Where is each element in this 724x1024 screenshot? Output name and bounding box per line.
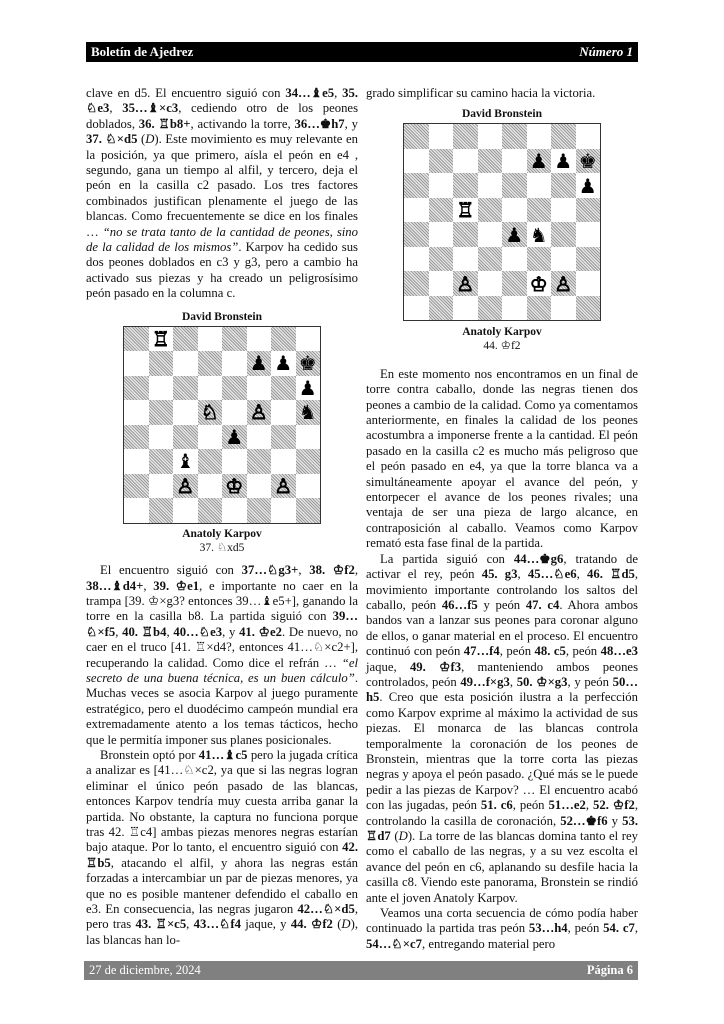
white-rook-icon: ♖ <box>456 198 475 223</box>
square-a4 <box>124 425 149 450</box>
board-rank-6 <box>404 173 600 198</box>
black-pawn-icon: ♟ <box>225 424 244 449</box>
paragraph <box>86 748 358 948</box>
italic-text: D <box>398 829 408 843</box>
square-b7 <box>149 351 174 376</box>
square-e4 <box>502 222 527 247</box>
square-e6 <box>502 173 527 198</box>
board-rank-2 <box>124 474 320 499</box>
square-c4 <box>173 425 198 450</box>
square-f2 <box>247 474 272 499</box>
black-pawn-icon: ♟ <box>298 375 317 400</box>
square-d2 <box>198 474 223 499</box>
move-notation: 41. ♔e2 <box>239 624 282 639</box>
black-knight-icon: ♞ <box>529 222 548 247</box>
square-g8 <box>551 124 576 149</box>
board-rank-7 <box>124 351 320 376</box>
move-notation: 54. c7 <box>603 921 635 936</box>
board-rank-8 <box>124 327 320 352</box>
square-b4 <box>149 425 174 450</box>
move-notation: 49. ♔f3 <box>409 659 462 674</box>
move-notation: 51…e2 <box>548 798 586 813</box>
text-run: , movimiento importante controlando los saltos del caballo, peón <box>366 567 639 612</box>
issue-number: Número 1 <box>579 44 633 59</box>
move-notation: 52. ♔f2 <box>593 798 635 813</box>
square-b3 <box>429 247 454 272</box>
square-g7 <box>551 149 576 174</box>
square-f8 <box>247 327 272 352</box>
square-a7 <box>124 351 149 376</box>
text-run: , entregando material pero <box>421 936 556 951</box>
move-notation: 53. ♖d7 <box>366 813 638 843</box>
move-notation: 35. ♘e3 <box>86 86 358 116</box>
move-notation: 36…♚h7 <box>294 116 345 131</box>
text-run: , e importante no caer en la trampa [39. ♔×g3? entonces 39…♝e5+], ganando la torre en la casilla b8. La partida siguió con <box>86 578 358 624</box>
text-run: ). La torre de las blancas domina tanto el rey como el caballo de las negras, y a su vez escolta el avance del peón en c6, aplanando su desfile hacia la casilla c8. Viendo este panorama, Bronstein se rindió ante el joven Anatoly Karpov. <box>366 829 639 905</box>
square-a6 <box>124 376 149 401</box>
text-run: , <box>585 798 594 813</box>
move-notation: 43…♘f4 <box>193 917 241 932</box>
black-king-icon: ♚ <box>298 351 317 376</box>
square-c5 <box>453 198 478 223</box>
square-b7 <box>429 149 454 174</box>
board-rank-6 <box>124 376 320 401</box>
italic-text: “el secreto de una buena técnica, es un buen cálculo” <box>86 655 358 685</box>
square-a4 <box>404 222 429 247</box>
square-h3 <box>576 247 601 272</box>
text-run: , tratando de activar el rey, peón <box>366 551 638 582</box>
square-a5 <box>404 198 429 223</box>
square-g3 <box>551 247 576 272</box>
text-run: La partida siguió con <box>380 551 514 566</box>
move-notation: 44. ♔f2 <box>290 917 333 932</box>
text-run: , controlando la casilla de coronación, <box>366 798 638 828</box>
text-run: , <box>576 567 587 582</box>
square-h2 <box>576 271 601 296</box>
square-b1 <box>149 498 174 523</box>
square-d4 <box>478 222 503 247</box>
text-run: pero la jugada crítica a analizar es [41…♘×c2, ya que si las negras logran eliminar el único peón pasado de las blancas, entonces Karpov tendría muy cuesta arriba ganar la partida. No obstante, la captura no funciona porque tras 42. ♖c4] ambas piezas menores negras estarían bajo ataque. Por lo tanto, el encuentro siguió con <box>86 747 358 855</box>
white-pawn-icon: ♙ <box>249 400 268 425</box>
text-run: . Karpov ha cedido sus dos peones doblados en c3 y g3, pero a cambio ha activado sus piezas y ha creado un peligrosísimo peón pasado en la columna c. <box>86 240 358 301</box>
move-notation: 42. ♖b5 <box>86 840 358 870</box>
text-run: El encuentro siguió con <box>100 563 242 578</box>
move-notation: 36. ♖b8+ <box>138 116 191 131</box>
board-rank-7 <box>404 149 600 174</box>
white-knight-icon: ♘ <box>200 400 219 425</box>
black-king-icon: ♚ <box>578 149 597 174</box>
text-run: . De nuevo, no caer en el truco [41. ♖×d4?, entonces 41…♘×c2+], recuperando la calidad. Como dice el refrán … <box>86 624 359 670</box>
square-h4 <box>296 425 321 450</box>
move-notation: 39…♘×f5 <box>86 609 358 639</box>
paragraph <box>366 552 638 906</box>
text-run: , peón <box>499 644 535 659</box>
move-notation: 41…♝c5 <box>198 747 248 762</box>
text-run: clave en d5. El encuentro siguió con <box>86 86 286 100</box>
text-run: , <box>634 921 638 936</box>
chess-board <box>123 326 321 524</box>
square-d8 <box>198 327 223 352</box>
square-c6 <box>453 173 478 198</box>
square-e2 <box>502 271 527 296</box>
square-a7 <box>404 149 429 174</box>
square-c2 <box>173 474 198 499</box>
text-run: ( <box>332 917 342 932</box>
square-d2 <box>478 271 503 296</box>
square-g1 <box>271 498 296 523</box>
move-notation: 38. ♔f2 <box>309 563 355 578</box>
square-d1 <box>198 498 223 523</box>
text-run: y peón <box>477 597 526 612</box>
board-rank-5 <box>124 400 320 425</box>
square-f4 <box>527 222 552 247</box>
text-run: , peón <box>512 798 549 813</box>
square-h7 <box>576 149 601 174</box>
text-run: ( <box>137 132 146 147</box>
text-run: , activando la torre, <box>190 116 295 131</box>
square-b2 <box>429 271 454 296</box>
move-notation: 37. ♘×d5 <box>86 132 138 147</box>
text-run: , y peón <box>567 674 613 689</box>
move-notation: 48…e3 <box>600 644 638 659</box>
move-notation: 54…♘×c7 <box>366 936 422 951</box>
square-d7 <box>478 149 503 174</box>
square-g6 <box>271 376 296 401</box>
white-pawn-icon: ♙ <box>456 271 475 296</box>
board-rank-1 <box>404 296 600 321</box>
text-run: En este momento nos encontramos en un final de torre contra caballo, donde las negras tienen dos peones a cambio de la calidad. Como ya comentamos anteriormente, en finales la calidad de los peones acostumbra a imponerse frente a la cantidad. El peón pasado en la casilla c2 es mucho más peligroso que el peón pasado en e4, ya que la torre blanca va a simultáneamente apoyar el avance del peón, y entorpecer el avance de los peones rivales; una ventaja de ser una pieza de largo alcance, en contraposición al caballo. Veamos como Karpov remató esta fase final de la partida. <box>366 366 638 551</box>
square-g2 <box>551 271 576 296</box>
text-run: , <box>517 567 528 582</box>
square-b8 <box>149 327 174 352</box>
black-knight-icon: ♞ <box>298 400 317 425</box>
square-e5 <box>222 400 247 425</box>
text-run: grado simplificar su camino hacia la victoria. <box>366 86 596 100</box>
square-a6 <box>404 173 429 198</box>
text-run: , pero tras <box>86 902 358 932</box>
square-e5 <box>502 198 527 223</box>
move-notation: 40. ♖b4 <box>122 624 167 639</box>
text-run: Bronstein optó por <box>100 747 199 762</box>
text-run: , <box>354 563 358 578</box>
chess-board <box>403 123 601 321</box>
square-d3 <box>198 449 223 474</box>
square-b2 <box>149 474 174 499</box>
board-rank-4 <box>404 222 600 247</box>
square-f8 <box>527 124 552 149</box>
square-f7 <box>247 351 272 376</box>
square-e8 <box>222 327 247 352</box>
white-pawn-icon: ♙ <box>554 271 573 296</box>
square-c7 <box>453 149 478 174</box>
move-notation: 40…♘e3 <box>173 624 223 639</box>
square-g5 <box>271 400 296 425</box>
square-c2 <box>453 271 478 296</box>
square-h8 <box>576 124 601 149</box>
square-h7 <box>296 351 321 376</box>
text-run: jaque, y <box>240 917 291 932</box>
board-rank-5 <box>404 198 600 223</box>
square-d5 <box>198 400 223 425</box>
diagram-bottom-player: Anatoly Karpov <box>462 325 542 338</box>
white-king-icon: ♔ <box>529 271 548 296</box>
diagram-top-player: David Bronstein <box>462 108 542 121</box>
square-a2 <box>404 271 429 296</box>
square-h6 <box>296 376 321 401</box>
square-b1 <box>429 296 454 321</box>
text-run: . Muchas veces se asocia Karpov al juego puramente estratégico, pero el duodécimo campeón mundial era extremadamente atento a los temas tácticos, hecho que le permitía imponer sus planes posicionales. <box>86 670 358 747</box>
square-e7 <box>502 149 527 174</box>
paragraph <box>366 906 638 952</box>
move-notation: 38…♝d4+ <box>86 578 144 593</box>
square-g4 <box>271 425 296 450</box>
square-g8 <box>271 327 296 352</box>
text-run: . Ahora ambos bandos van a lanzar sus peones para coronar alguno de ellos, o ganar material en el proceso. El encuentro continuó con peón <box>366 597 638 659</box>
white-pawn-icon: ♙ <box>274 473 293 498</box>
move-notation: 48. c5 <box>534 644 566 659</box>
square-h8 <box>296 327 321 352</box>
square-g1 <box>551 296 576 321</box>
footer-date: 27 de diciembre, 2024 <box>89 963 201 977</box>
square-g4 <box>551 222 576 247</box>
text-run: ( <box>390 829 399 843</box>
move-notation: 49…f×g3 <box>460 674 510 689</box>
text-run: jaque, <box>366 659 410 674</box>
square-e1 <box>502 296 527 321</box>
square-d8 <box>478 124 503 149</box>
move-notation: 39. ♔e1 <box>153 578 200 593</box>
square-b4 <box>429 222 454 247</box>
black-pawn-icon: ♟ <box>578 173 597 198</box>
square-d4 <box>198 425 223 450</box>
move-notation: 37…♘g3+ <box>241 563 299 578</box>
square-f6 <box>247 376 272 401</box>
black-pawn-icon: ♟ <box>505 222 524 247</box>
black-pawn-icon: ♟ <box>529 149 548 174</box>
paragraph <box>366 367 638 552</box>
square-h5 <box>576 198 601 223</box>
text-run: , <box>166 624 174 639</box>
text-run: , y <box>222 624 240 639</box>
text-run: ), las blancas han lo- <box>86 917 358 947</box>
text-run: , atacando el alfil, y ahora las negras están forzadas a intercambiar un par de piezas menores, ya que no es posible mantener defendido el caballo en e3. En consecuencia, las negras jugaron <box>86 855 358 917</box>
square-e2 <box>222 474 247 499</box>
square-f2 <box>527 271 552 296</box>
diagram-caption: 37. ♘xd5 <box>199 542 245 555</box>
square-a2 <box>124 474 149 499</box>
square-a8 <box>404 124 429 149</box>
square-e4 <box>222 425 247 450</box>
black-bishop-icon: ♝ <box>176 449 195 474</box>
square-e6 <box>222 376 247 401</box>
square-d6 <box>478 173 503 198</box>
square-b5 <box>429 198 454 223</box>
text-run: , <box>186 917 194 932</box>
diagram-bottom-player: Anatoly Karpov <box>182 528 262 541</box>
board-rank-8 <box>404 124 600 149</box>
text-run: , <box>298 563 310 578</box>
square-h3 <box>296 449 321 474</box>
square-e8 <box>502 124 527 149</box>
right-column <box>366 86 638 952</box>
square-c3 <box>173 449 198 474</box>
text-run: , cediendo otro de los peones doblados, <box>86 101 359 131</box>
move-notation: 45. g3 <box>481 567 518 582</box>
chess-diagram-2 <box>366 107 638 352</box>
square-e3 <box>222 449 247 474</box>
italic-text: D <box>341 917 351 932</box>
square-b6 <box>149 376 174 401</box>
square-c5 <box>173 400 198 425</box>
text-run: , <box>109 101 123 116</box>
paragraph <box>366 86 638 101</box>
square-e1 <box>222 498 247 523</box>
board-rank-2 <box>404 271 600 296</box>
diagram-caption: 44. ♔f2 <box>483 339 521 352</box>
board-rank-3 <box>124 449 320 474</box>
text-run: , y <box>344 116 358 131</box>
square-b6 <box>429 173 454 198</box>
text-run: , manteniendo ambos peones controlados, peón <box>366 659 639 689</box>
move-notation: 50. ♔×g3 <box>516 674 568 689</box>
white-rook-icon: ♖ <box>151 326 170 351</box>
square-d1 <box>478 296 503 321</box>
square-c1 <box>173 498 198 523</box>
text-run: . Creo que esta posición ilustra a la perfección como Karpov exprime al máximo la actividad de sus piezas. El monarca de las blancas controla temporalmente la coronación de los peones de Bronstein, mientras que la torre corta las piezas negras y apoya el peón pasado. ¿Qué más se le puede pedir a las piezas de Karpov? … El encuentro acabó con las jugadas, peón <box>366 690 638 813</box>
move-notation: 51. c6 <box>480 798 513 813</box>
square-b5 <box>149 400 174 425</box>
square-f5 <box>527 198 552 223</box>
page-footer <box>84 961 638 980</box>
diagram-top-player: David Bronstein <box>182 310 262 323</box>
square-c7 <box>173 351 198 376</box>
square-f7 <box>527 149 552 174</box>
square-h6 <box>576 173 601 198</box>
paragraph <box>86 563 358 748</box>
square-g5 <box>551 198 576 223</box>
square-h4 <box>576 222 601 247</box>
move-notation: 46. ♖d5 <box>587 567 635 582</box>
italic-text: D <box>145 132 155 147</box>
square-h1 <box>576 296 601 321</box>
square-a3 <box>124 449 149 474</box>
board-rank-3 <box>404 247 600 272</box>
move-notation: 35…♝×c3 <box>122 101 179 116</box>
square-f3 <box>247 449 272 474</box>
square-g6 <box>551 173 576 198</box>
black-pawn-icon: ♟ <box>274 351 293 376</box>
square-h2 <box>296 474 321 499</box>
text-run: , <box>509 674 517 689</box>
text-run: ). Este movimiento es muy relevante en la posición, ya que primero, aísla el peón en e4 , segundo, gana un tiempo al alfil, y tercero, deja el peón en la casilla c2 pasado. Los tres factores combinados justifican plenamente el juego de las blancas. Como frecuentemente se dice en los finales … <box>86 132 358 239</box>
square-b3 <box>149 449 174 474</box>
move-notation: 50…h5 <box>366 674 639 705</box>
square-g2 <box>271 474 296 499</box>
square-c6 <box>173 376 198 401</box>
black-pawn-icon: ♟ <box>249 351 268 376</box>
move-notation: 52…♚f6 <box>560 813 608 828</box>
move-notation: 47…f4 <box>463 644 500 659</box>
square-d5 <box>478 198 503 223</box>
square-f1 <box>527 296 552 321</box>
square-c4 <box>453 222 478 247</box>
move-notation: 44…♚g6 <box>513 551 564 566</box>
square-a3 <box>404 247 429 272</box>
bulletin-title: Boletín de Ajedrez <box>91 44 194 59</box>
square-f5 <box>247 400 272 425</box>
text-run: , <box>334 86 343 100</box>
square-c8 <box>453 124 478 149</box>
square-d7 <box>198 351 223 376</box>
square-c8 <box>173 327 198 352</box>
move-notation: 47. c4 <box>525 597 560 612</box>
page-number: Página 6 <box>586 963 633 977</box>
move-notation: 42…♘×d5 <box>297 902 355 917</box>
square-f6 <box>527 173 552 198</box>
chess-diagram-1 <box>86 310 358 555</box>
text-run: y <box>607 813 623 828</box>
square-f4 <box>247 425 272 450</box>
left-column <box>86 86 358 948</box>
board-rank-4 <box>124 425 320 450</box>
board-rank-1 <box>124 498 320 523</box>
move-notation: 53…h4 <box>528 921 568 936</box>
white-pawn-icon: ♙ <box>176 473 195 498</box>
square-f1 <box>247 498 272 523</box>
move-notation: 46…f5 <box>441 597 478 612</box>
move-notation: 43. ♖×c5 <box>135 917 187 932</box>
text-run: , <box>143 578 154 593</box>
page-header <box>86 42 638 62</box>
square-c1 <box>453 296 478 321</box>
black-pawn-icon: ♟ <box>554 149 573 174</box>
white-king-icon: ♔ <box>225 473 244 498</box>
square-a1 <box>124 498 149 523</box>
text-run: , peón <box>567 921 604 936</box>
text-run: Veamos una corta secuencia de cómo podía haber continuado la partida tras peón <box>366 906 638 936</box>
square-a8 <box>124 327 149 352</box>
italic-text: “no se trata tanto de la cantidad de peones, sino de la calidad de los mismos” <box>86 224 358 255</box>
text-run: , peón <box>565 644 601 659</box>
text-run: , <box>115 624 123 639</box>
square-a5 <box>124 400 149 425</box>
square-g3 <box>271 449 296 474</box>
square-a1 <box>404 296 429 321</box>
square-b8 <box>429 124 454 149</box>
square-d3 <box>478 247 503 272</box>
square-f3 <box>527 247 552 272</box>
square-c3 <box>453 247 478 272</box>
paragraph <box>86 86 358 302</box>
square-d6 <box>198 376 223 401</box>
square-e3 <box>502 247 527 272</box>
square-h1 <box>296 498 321 523</box>
square-h5 <box>296 400 321 425</box>
move-notation: 45…♘e6 <box>527 567 577 582</box>
move-notation: 34…♝e5 <box>285 86 335 100</box>
square-g7 <box>271 351 296 376</box>
square-e7 <box>222 351 247 376</box>
